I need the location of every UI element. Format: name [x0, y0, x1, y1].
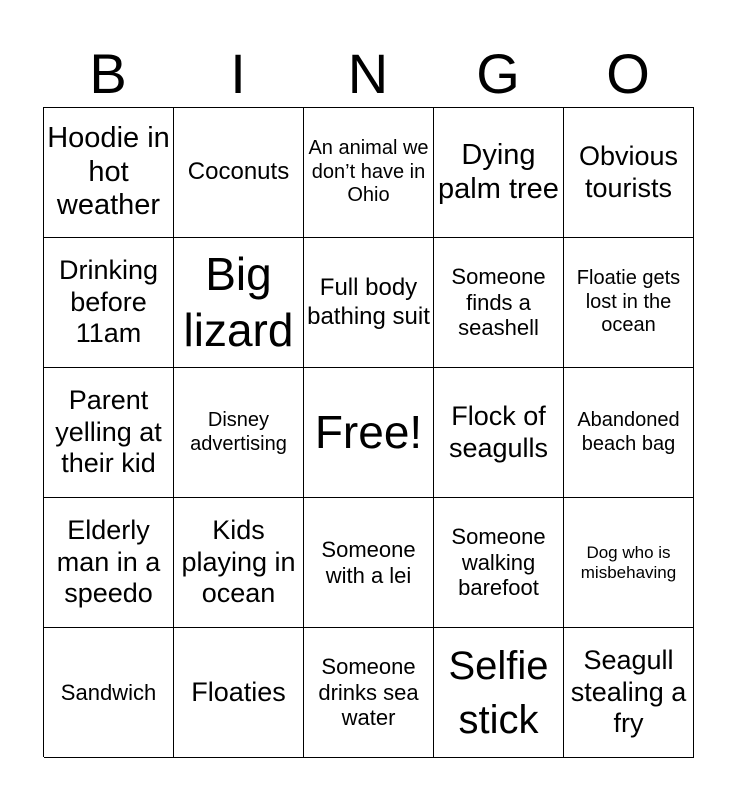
bingo-cell[interactable]: [564, 108, 694, 238]
bingo-cell[interactable]: [44, 108, 174, 238]
cell-text: Someone drinks sea water: [318, 653, 419, 731]
bingo-cell[interactable]: [174, 628, 304, 758]
cell-text: Someone finds a seashell: [451, 263, 546, 341]
bingo-cell[interactable]: [564, 498, 694, 628]
cell-text: Floatie gets lost in the ocean: [576, 267, 681, 337]
cell-text: Floaties: [191, 676, 286, 707]
bingo-cell[interactable]: [434, 628, 564, 758]
bingo-cell[interactable]: [174, 238, 304, 368]
cell-text: Drinking before 11am: [58, 255, 159, 349]
bingo-cell[interactable]: [564, 628, 694, 758]
cell-text: An animal we don’t have in Ohio: [308, 137, 429, 207]
free-space: Free!: [314, 405, 423, 458]
header-letter-b: B: [89, 42, 127, 105]
bingo-cell[interactable]: [44, 238, 174, 368]
cell-text: Abandoned beach bag: [577, 409, 680, 455]
header-letter-g: G: [476, 42, 520, 105]
cell-text: Selfie stick: [448, 643, 549, 742]
cell-text: Hoodie in hot weather: [47, 121, 170, 222]
bingo-cell[interactable]: [174, 498, 304, 628]
cell-text: Flock of seagulls: [448, 400, 549, 463]
bingo-cell[interactable]: [44, 498, 174, 628]
cell-text: Someone with a lei: [321, 536, 416, 588]
bingo-cell[interactable]: [434, 368, 564, 498]
bingo-cell[interactable]: [44, 628, 174, 758]
bingo-cell[interactable]: [304, 238, 434, 368]
cell-text: Kids playing in ocean: [181, 515, 296, 609]
bingo-cell[interactable]: [564, 238, 694, 368]
cell-text: Dog who is misbehaving: [580, 542, 677, 582]
bingo-cell[interactable]: [304, 108, 434, 238]
bingo-cell[interactable]: [434, 498, 564, 628]
cell-text: Parent yelling at their kid: [55, 385, 162, 479]
header-letter-i: I: [230, 42, 246, 105]
cell-text: Full body bathing suit: [307, 274, 430, 330]
cell-text: Someone walking barefoot: [451, 523, 546, 601]
header-letter-n: N: [347, 42, 389, 105]
bingo-cell[interactable]: [44, 368, 174, 498]
cell-text: Big lizard: [183, 248, 294, 356]
bingo-cell[interactable]: [564, 368, 694, 498]
header-letter-o: O: [606, 42, 650, 105]
bingo-cell[interactable]: [174, 368, 304, 498]
bingo-cell[interactable]: [434, 238, 564, 368]
cell-text: Obvious tourists: [578, 140, 679, 203]
cell-text: Coconuts: [187, 158, 290, 186]
cell-text: Disney advertising: [190, 409, 287, 455]
bingo-cell[interactable]: [304, 368, 434, 498]
bingo-header: [43, 40, 693, 108]
bingo-board: [43, 107, 694, 757]
bingo-cell[interactable]: [304, 498, 434, 628]
cell-text: Elderly man in a speedo: [56, 515, 161, 609]
cell-text: Seagull stealing a fry: [570, 645, 687, 739]
bingo-cell[interactable]: [304, 628, 434, 758]
bingo-cell[interactable]: [434, 108, 564, 238]
cell-text: Sandwich: [60, 679, 157, 705]
bingo-cell[interactable]: [174, 108, 304, 238]
cell-text: Dying palm tree: [438, 138, 559, 205]
